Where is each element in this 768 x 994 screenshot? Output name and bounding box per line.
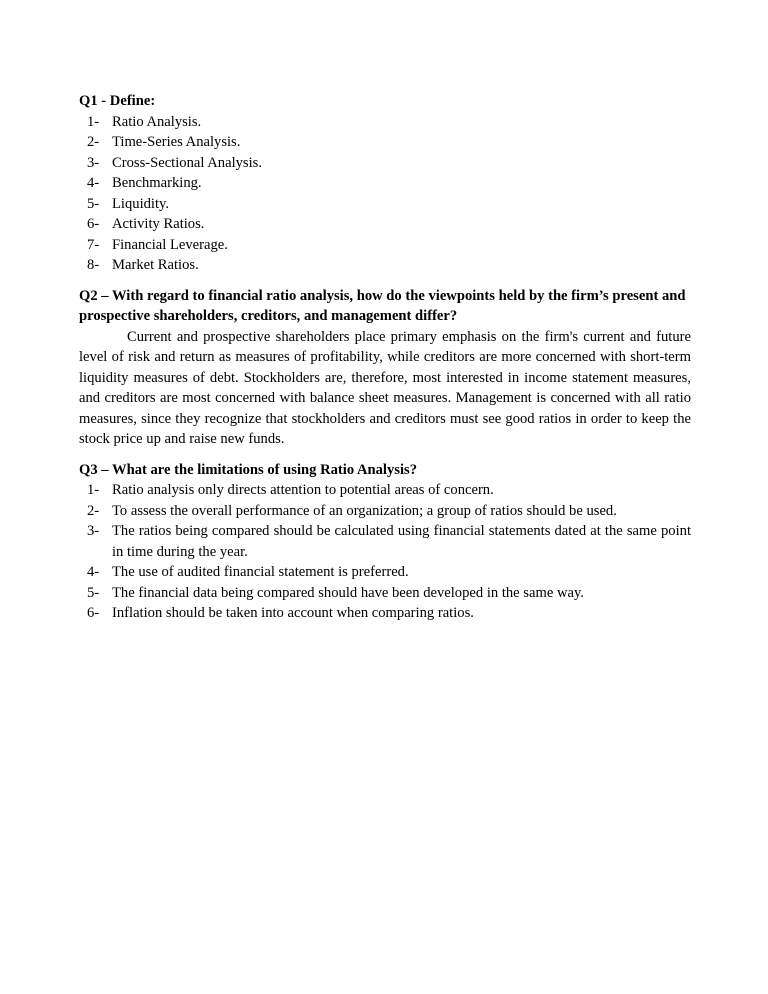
list-item-text: Financial Leverage. (112, 236, 228, 253)
list-item-number: 3- (87, 523, 100, 539)
list-item-number: 5- (87, 195, 100, 212)
question-2-section (79, 286, 691, 450)
list-item-text: The ratios being compared should be calculated using financial statements dated at the same point in time during the year. (112, 523, 691, 560)
list-item (79, 583, 691, 604)
question-1-section (79, 91, 691, 276)
question-3-list (79, 480, 691, 624)
list-item-text: Market Ratios. (112, 257, 199, 273)
list-item-number: 1- (87, 113, 100, 130)
list-item-text: Benchmarking. (112, 175, 202, 191)
list-item-text: Liquidity. (112, 195, 170, 212)
list-item (79, 153, 691, 174)
list-item (79, 562, 691, 583)
list-item (79, 501, 691, 522)
list-item-number: 3- (87, 154, 100, 171)
list-item-number: 6- (87, 605, 100, 621)
question-1-list (79, 112, 691, 276)
list-item-number: 1- (87, 482, 100, 498)
list-item-number: 5- (87, 584, 100, 601)
list-item-text: Activity Ratios. (112, 216, 205, 232)
list-item-number: 8- (87, 257, 100, 273)
list-item (79, 173, 691, 194)
list-item-number: 7- (87, 236, 100, 253)
question-3-heading: Q3 – What are the limitations of using Ratio Analysis? (79, 461, 417, 478)
list-item-text: Inflation should be taken into account when comparing ratios. (112, 605, 474, 621)
list-item (79, 603, 691, 624)
list-item-number: 4- (87, 564, 100, 580)
list-item (79, 132, 691, 153)
list-item (79, 194, 691, 215)
list-item-number: 2- (87, 502, 100, 519)
list-item (79, 112, 691, 133)
list-item-text: The financial data being compared should have been developed in the same way. (112, 584, 584, 601)
list-item-number: 6- (87, 216, 100, 232)
list-item (79, 521, 691, 562)
list-item-text: Ratio Analysis. (112, 113, 202, 130)
list-item-text: Cross-Sectional Analysis. (112, 154, 262, 171)
list-item-number: 2- (87, 134, 100, 150)
list-item-number: 4- (87, 175, 100, 191)
list-item-text: Time-Series Analysis. (112, 134, 241, 150)
list-item-text: The use of audited financial statement is preferred. (112, 564, 409, 580)
list-item (79, 235, 691, 256)
list-item-text: Ratio analysis only directs attention to potential areas of concern. (112, 482, 494, 498)
list-item (79, 214, 691, 235)
list-item-text: To assess the overall performance of an organization; a group of ratios should be used. (112, 502, 617, 519)
document-content (79, 91, 691, 634)
question-3-section (79, 460, 691, 624)
question-1-heading: Q1 - Define: (79, 93, 156, 109)
question-2-answer: Current and prospective shareholders place primary emphasis on the firm's current and future level of risk and return as measures of profitability, while creditors are more concerned with short-term liquidity measures of debt. Stockholders are, therefore, most interested in income statement measures, and creditors are most concerned with balance sheet measures. Management is concerned with all ratio measures, since they recognize that stockholders and creditors must see good ratios in order to keep the stock price up and raise new funds. (79, 328, 691, 447)
list-item (79, 480, 691, 501)
list-item (79, 255, 691, 276)
question-2-heading: Q2 – With regard to financial ratio analysis, how do the viewpoints held by the firm’s present and prospective shareholders, creditors, and management differ? (79, 287, 686, 324)
